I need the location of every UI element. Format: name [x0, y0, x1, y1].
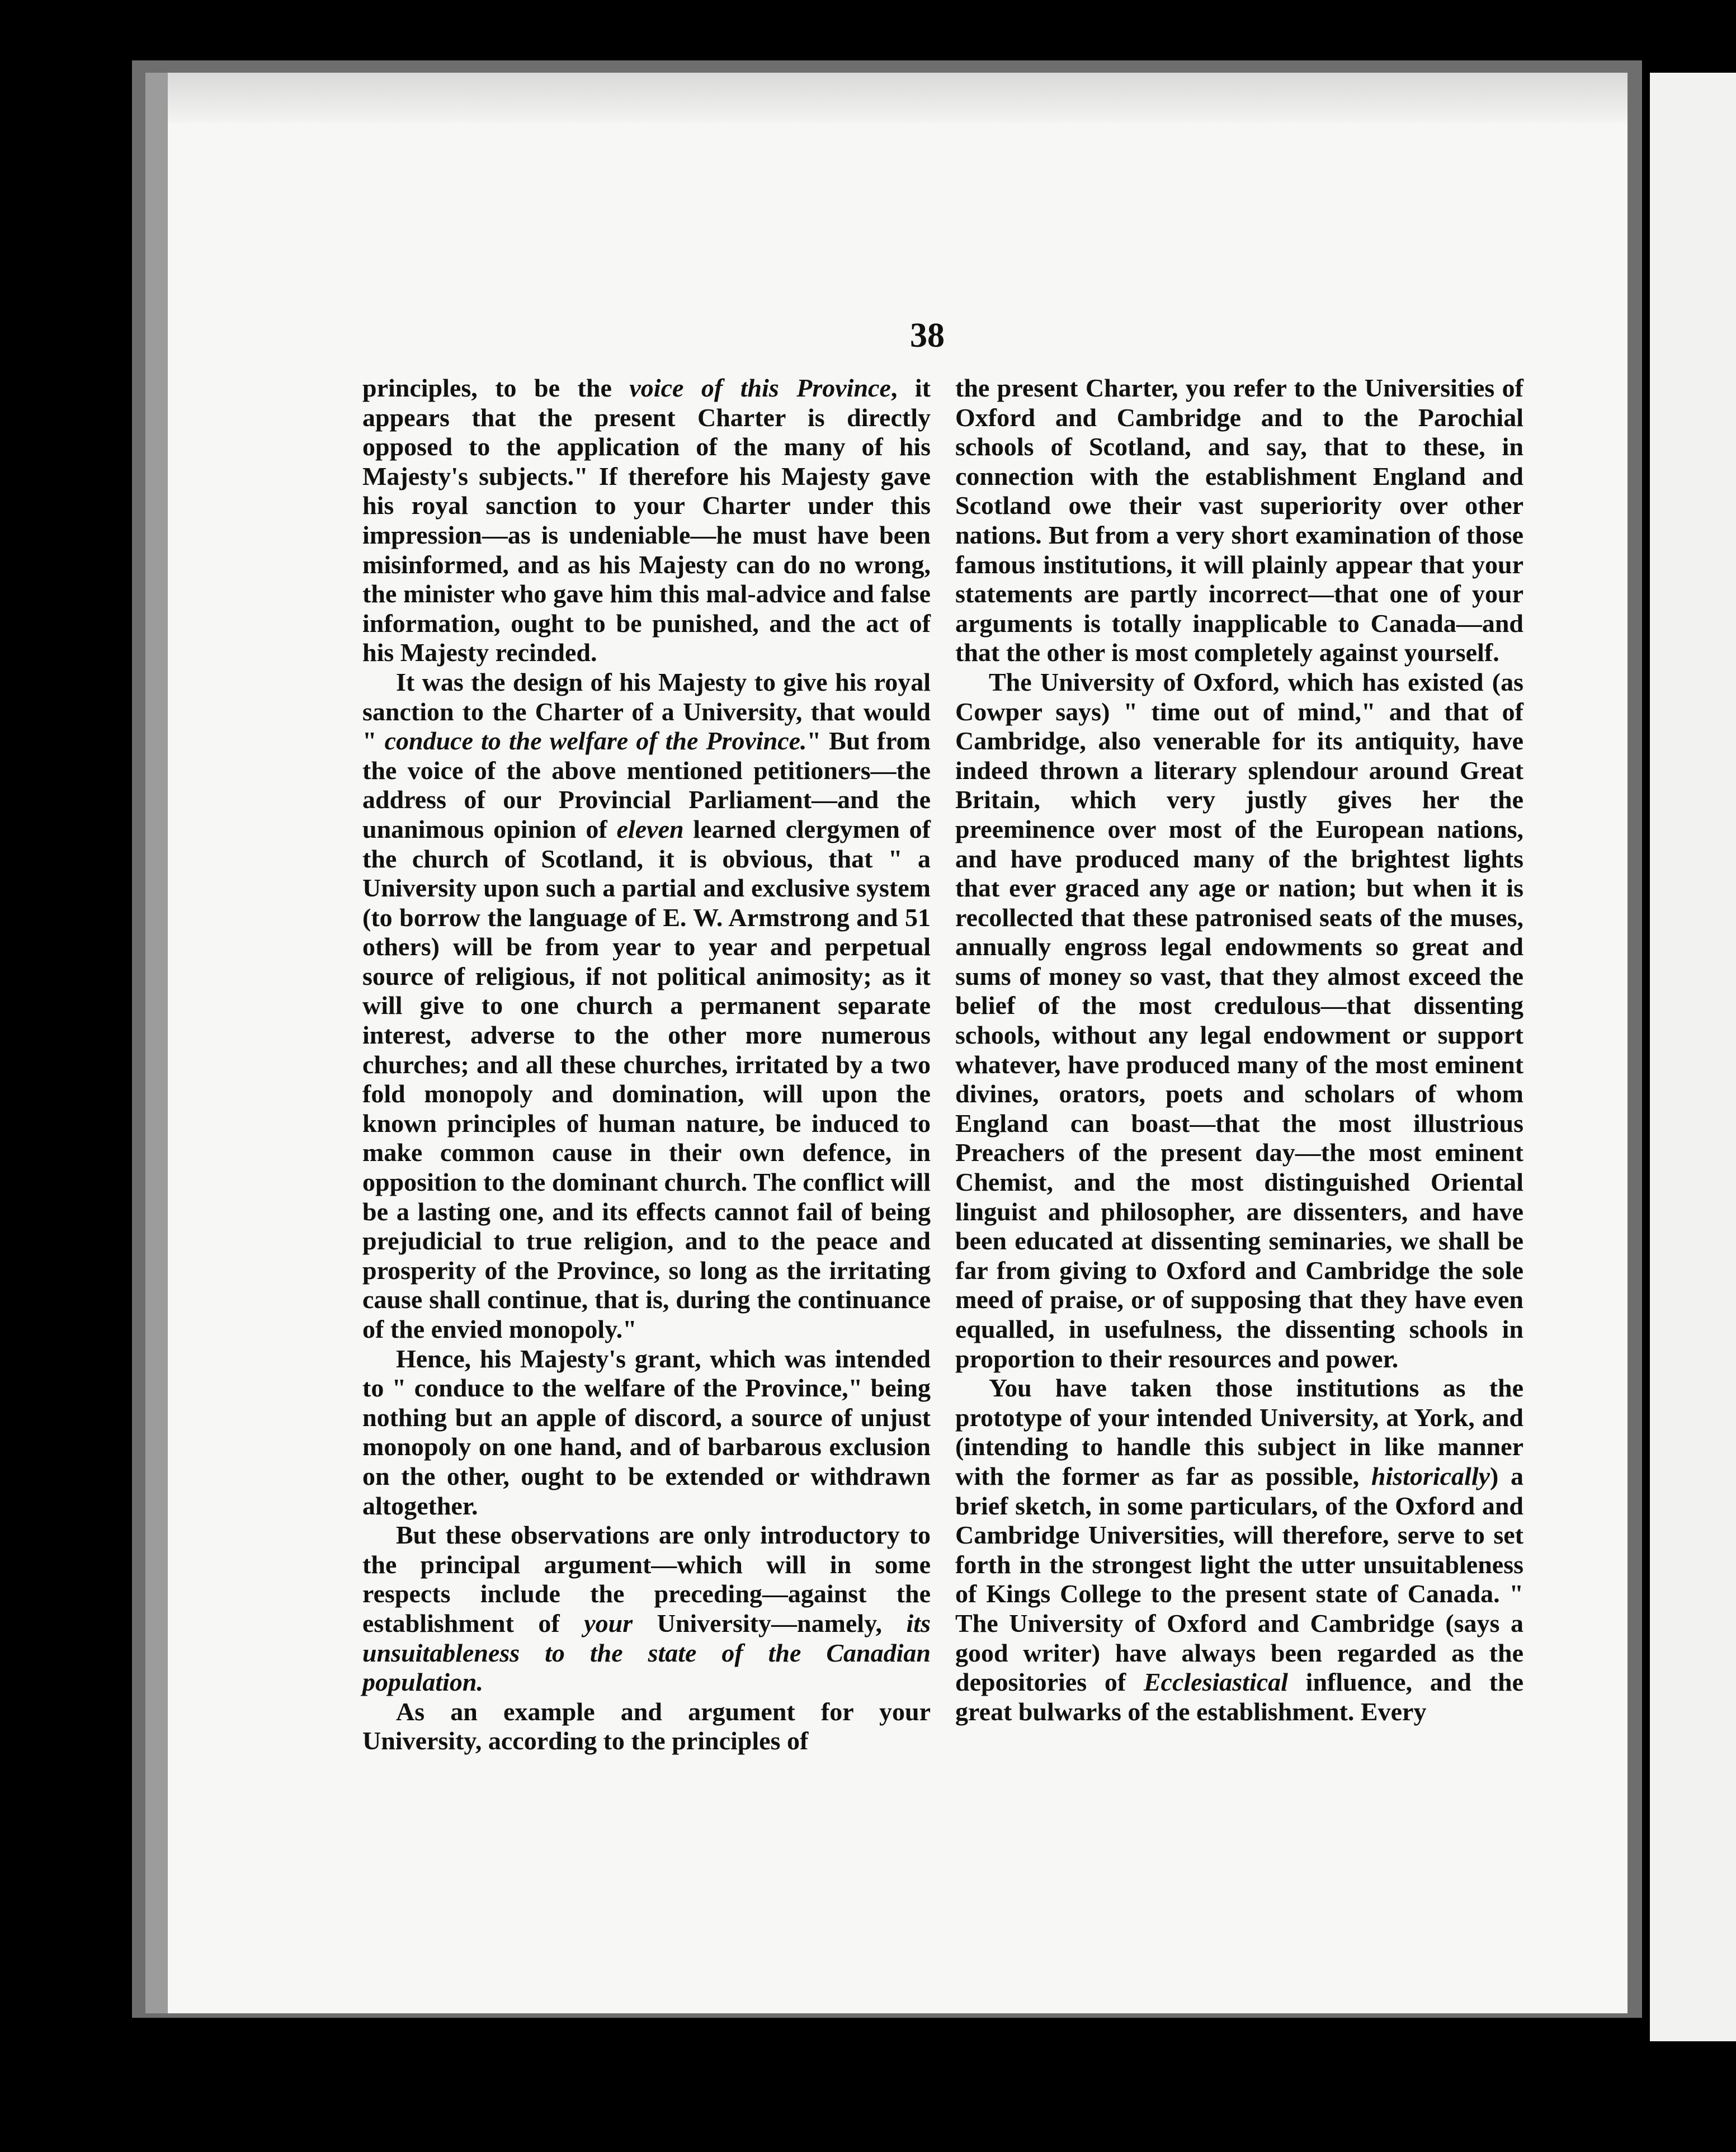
page-top-edge: [168, 73, 1628, 123]
text-run: the present Charter, you refer to the Universities of Oxford and Cambridge and to the Parochial schools of Scotland, and say, that to these, in connection with the establishment England and Scotland owe their vast superiority over other nations. But from a very short examination of those famous institutions, it will plainly appear that your statements are partly incorrect—that one of your arguments is totally inapplicable to Canada—and that the other is most completely against yourself.: [955, 374, 1523, 667]
paragraph: [362, 374, 931, 668]
paragraph: [362, 1344, 931, 1521]
text-run: University—namely,: [633, 1608, 907, 1637]
text-run: But these observations are only introductory to the principal argument—which will in some respects include the preceding—against the establishment of: [362, 1521, 931, 1637]
paragraph: [362, 668, 931, 1344]
left-text-column: [362, 374, 931, 1756]
text-run: influence, and the great bulwarks of the establishment. Every: [955, 1668, 1523, 1726]
italic-text-run: eleven: [616, 814, 684, 843]
right-text-column: [955, 374, 1523, 1726]
text-run: The University of Oxford, which has existed (as Cowper says) " time out of mind," and that of Cambridge, also venerable for its antiquity, have indeed thrown a literary splendour around Great Britain, which very justly gives her the preeminence over most of the European nations, and have produced many of the brightest lights that ever graced any age or nation; but when it is recollected that these patronised seats of the muses, annually engross legal endowments so great and sums of money so vast, that they almost exceed the belief of the most credulous—that dissenting schools, without any legal endowment or support whatever, have produced many of the most eminent divines, orators, poets and scholars of whom England can boast—that the most illustrious Preachers of the present day—the most eminent Chemist, and the most distinguished Oriental linguist and philosopher, are dissenters, and have been educated at dissenting seminaries, we shall be far from giving to Oxford and Cambridge the sole meed of praise, or of supposing that they have even equalled, in usefulness, the dissenting schools in proportion to their resources and power.: [955, 667, 1523, 1373]
page-number: 38: [910, 317, 945, 355]
paragraph: [362, 1521, 931, 1697]
italic-text-run: conduce to the welfare of the Province.: [384, 726, 807, 756]
italic-text-run: its unsuitableness to the state of the Canadian population.: [362, 1608, 931, 1697]
text-run: " But from the voice of the above mentioned petitioners—the address of our Provincial Parliament—and the unanimous opinion of: [362, 726, 931, 843]
facing-page-edge: [1650, 73, 1736, 2041]
text-run: As an example and argument for your University, according to the principles of: [362, 1697, 931, 1755]
paragraph: [955, 374, 1523, 668]
paragraph: [362, 1697, 931, 1756]
text-run: learned clergymen of the church of Scotland, it is obvious, that " a University upon such a partial and exclusive system (to borrow the language of E. W. Armstrong and 51 others) will be from year to year and perpetual source of religious, if not political animosity; as it will give to one church a permanent separate interest, adverse to the other more numerous churches; and all these churches, irritated by a two fold monopoly and domination, will upon the known principles of human nature, be induced to make common cause in their own defence, in opposition to the dominant church. The conflict will be a lasting one, and its effects cannot fail of being prejudicial to true religion, and to the peace and prosperity of the Province, so long as the irritating cause shall continue, that is, during the continuance of the envied monopoly.": [362, 814, 931, 1343]
text-run: It was the design of his Majesty to give his royal sanction to the Charter of a University, that would ": [362, 667, 931, 756]
italic-text-run: your: [584, 1608, 633, 1637]
text-run: , it appears that the present Charter is directly opposed to the application of the many of his Majesty's subjects." If therefore his Majesty gave his royal sanction to your Charter under this impression—as is undeniable—he must have been misinformed, and as his Majesty can do no wrong, the minister who gave him this mal-advice and false information, ought to be punished, and the act of his Majesty recinded.: [362, 374, 931, 667]
paragraph: [955, 1374, 1523, 1726]
italic-text-run: Ecclesiastical: [1143, 1668, 1288, 1697]
text-run: Hence, his Majesty's grant, which was intended to " conduce to the welfare of the Province," being nothing but an apple of discord, a source of unjust monopoly on one hand, and of barbarous exclusion on the other, ought to be extended or withdrawn altogether.: [362, 1344, 931, 1520]
text-run: principles, to be the: [362, 374, 630, 402]
italic-text-run: voice of this Province: [629, 374, 891, 402]
text-run: ) a brief sketch, in some particulars, of the Oxford and Cambridge Universities, will therefore, serve to set forth in the strongest light the utter unsuitableness of Kings College to the present state of Canada. " The University of Oxford and Cambridge (says a good writer) have always been regarded as the depositories of: [955, 1461, 1523, 1697]
italic-text-run: historically: [1371, 1461, 1490, 1490]
text-run: You have taken those institutions as the prototype of your intended University, at York, and (intending to handle this subject in like manner with the former as far as possible,: [955, 1374, 1523, 1490]
paragraph: [955, 668, 1523, 1374]
